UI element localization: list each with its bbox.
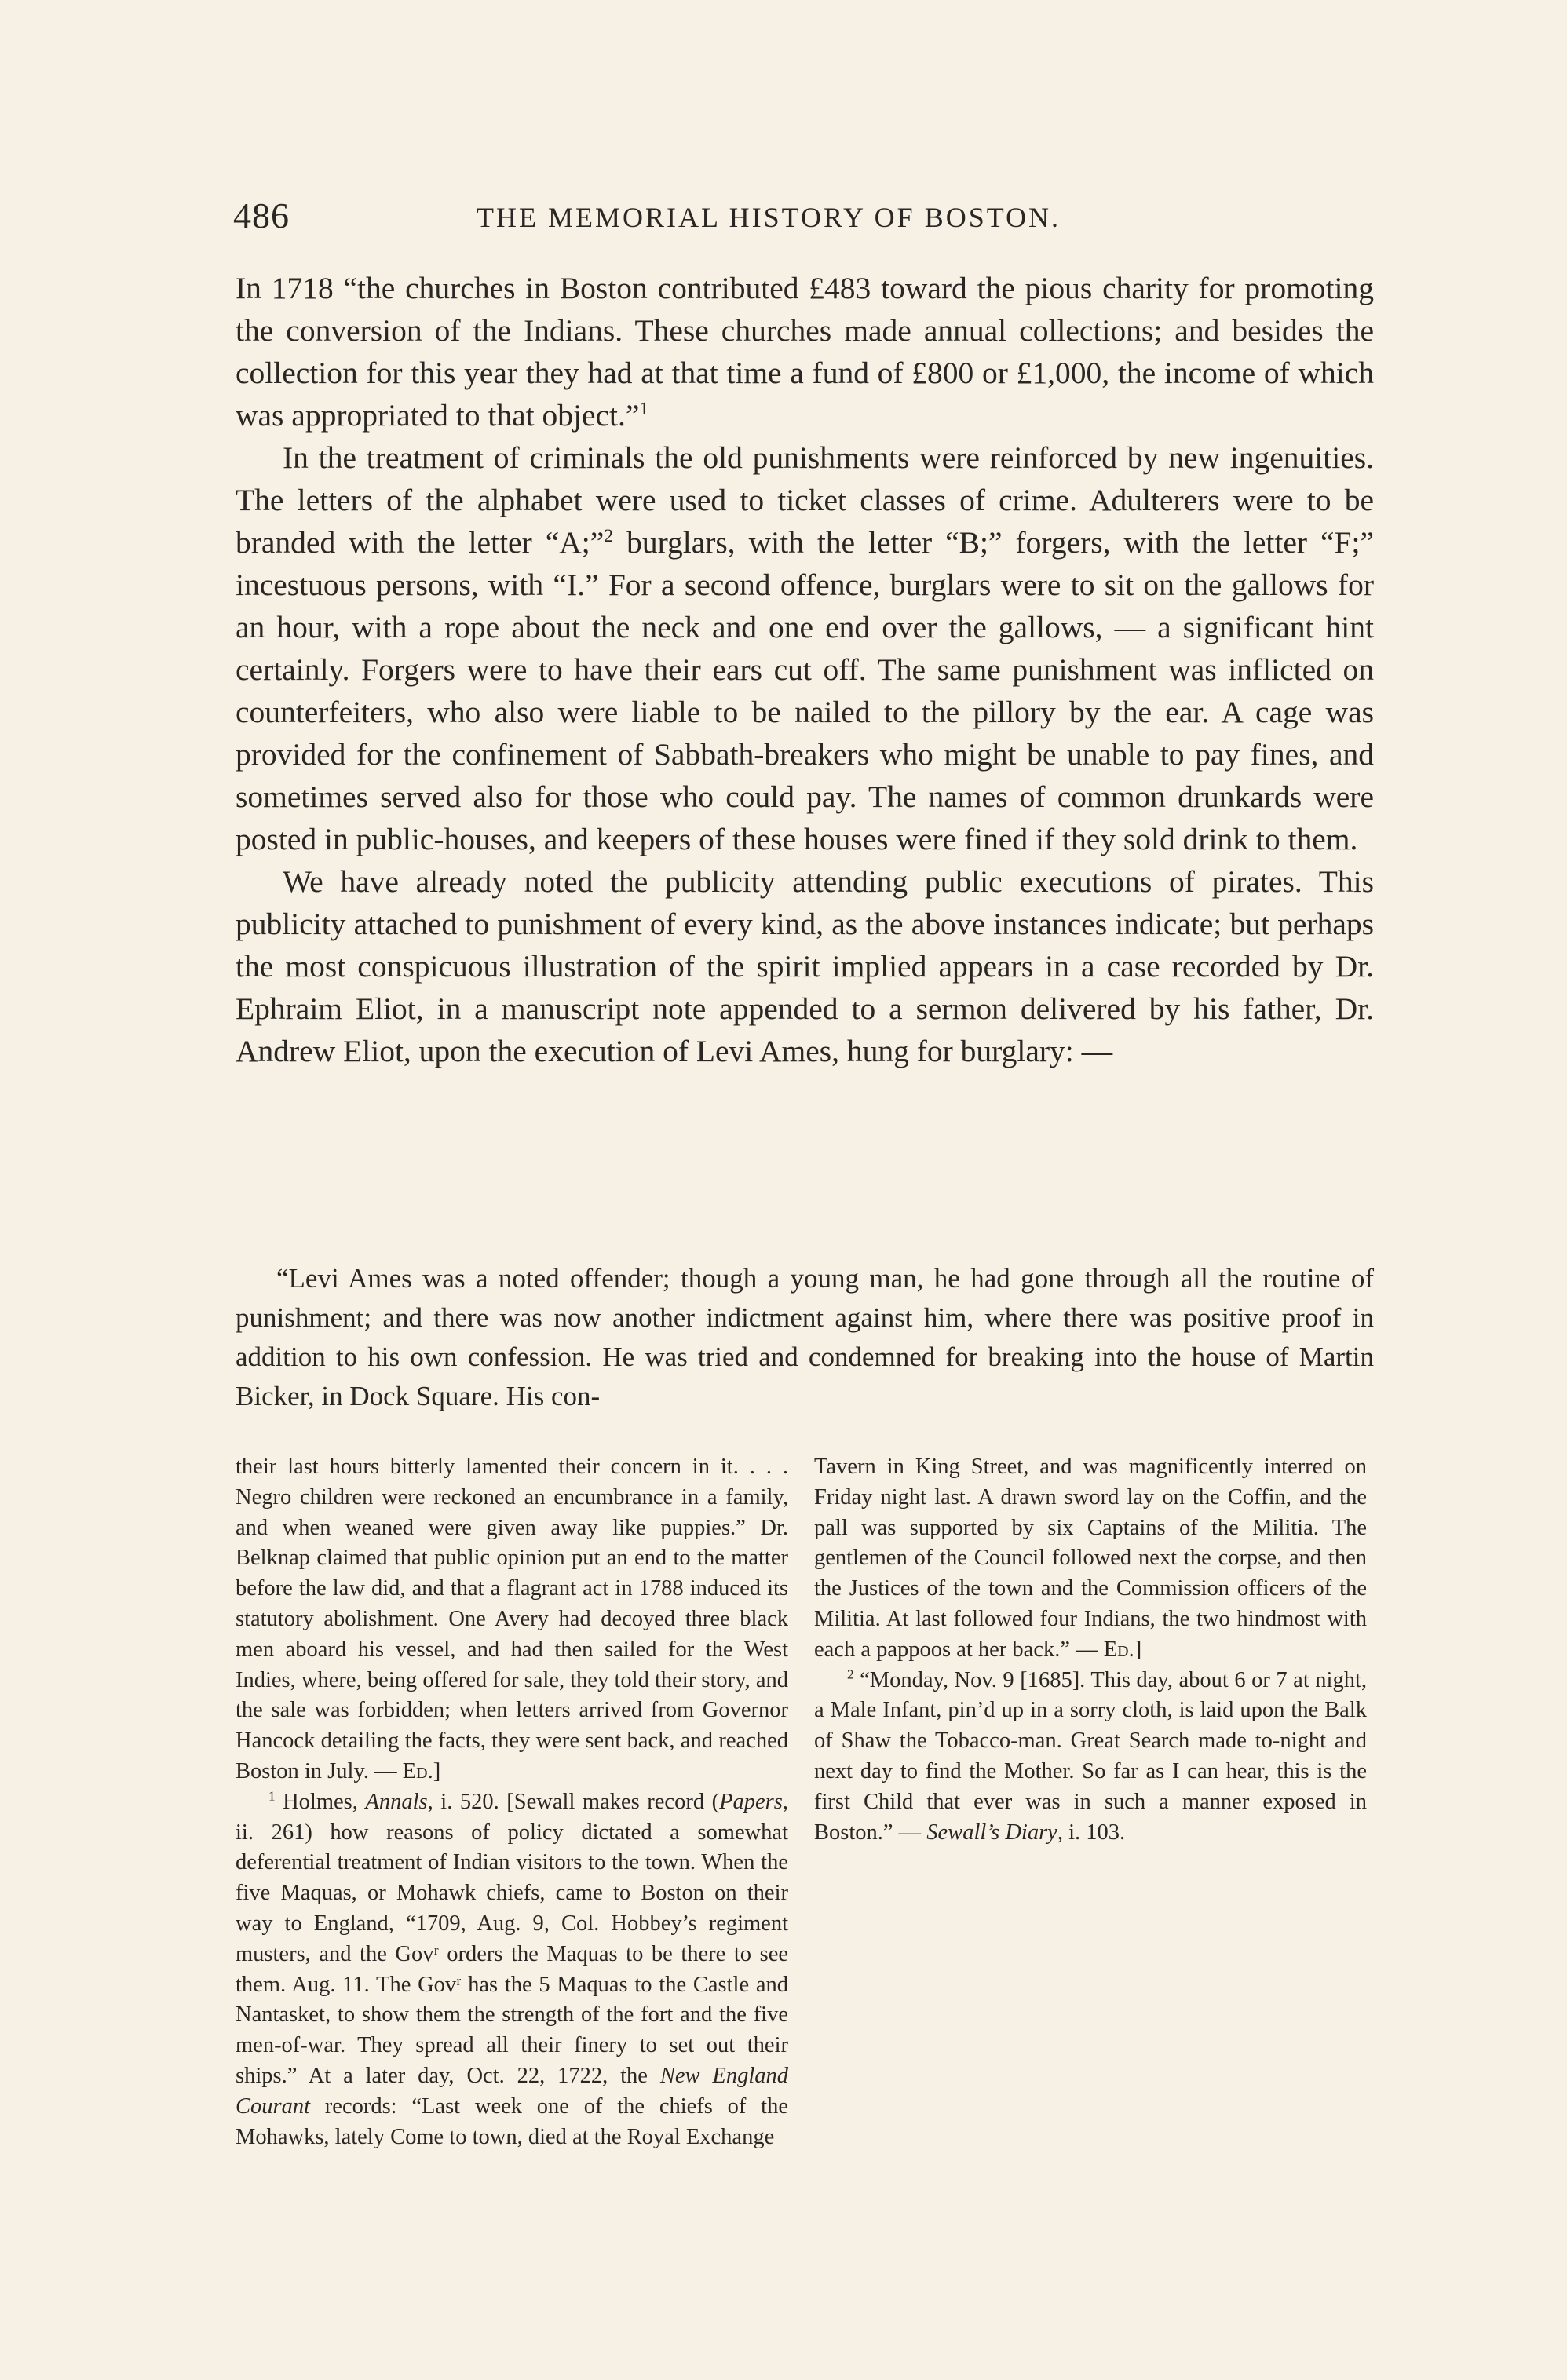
footnote-continued: their last hours bitterly lamented their concern in it. . . . Negro children were reckoned an encumbrance in a family, and when weaned were given away like puppies.” Dr. Belknap claimed that public opinion put an end to the matter before the law did, and that a flagrant act in 1788 induced its statutory abolishment. One Avery had decoyed three black men aboard his vessel, and had then sailed for the West Indies, where, being offered for sale, they told their story, and the sale was forbidden; when letters arrived from Governor Hancock detailing the facts, they were sent back, and reached Boston in July. — Ed.] xyxy=(236,1455,788,1783)
footnote-continued-text: their last hours bitterly lamented their concern in it. . . . Negro children were reckoned an encumbrance in a family, and when weaned were given away like puppies.” Dr. Belknap claimed that public opinion put an end to the matter before the law did, and that a flagrant act in 1788 induced its statutory abolishment. One Avery had decoyed three black men aboard his vessel, and had then sailed for the West Indies, where, being offered for sale, they told their story, and the sale was forbidden; when letters arrived from Governor Hancock detailing the facts, they were sent back, and reached Boston in July. — xyxy=(236,1455,788,1783)
paragraph-1 xyxy=(236,267,1374,436)
paragraph-2-text-a: In the treatment of criminals the old punishments were reinforced by new ingenuities. The letters of the alphabet were used to ticket classes of crime. Adulterers were to be branded with the letter “A;” xyxy=(236,440,1374,560)
page-number: 486 xyxy=(233,195,290,235)
footnote-ref-2: 2 xyxy=(604,525,614,546)
footnotes-left-column xyxy=(236,1452,788,2152)
footnote-2-number: 2 xyxy=(847,1666,854,1682)
footnote-2-text-b: , i. 103. xyxy=(1057,1820,1126,1845)
editor-mark-2: Ed. xyxy=(1103,1637,1134,1662)
footnote-1-title-annals: Annals xyxy=(365,1789,428,1814)
main-text xyxy=(236,267,1374,1072)
paragraph-3: We have already noted the publicity attending public executions of pirates. This publicity attached to punishment of every kind, as the above instances indicate; but perhaps the most conspicuous illustration of the spirit implied appears in a case recorded by Dr. Ephraim Eliot, in a manuscript note appended to a sermon delivered by his father, Dr. Andrew Eliot, upon the execution of Levi Ames, hung for burglary: — xyxy=(236,864,1374,1068)
footnote-1-continued: Tavern in King Street, and was magnificently interred on Friday night last. A drawn sword lay on the Coffin, and the pall was supported by six Captains of the Militia. The gentlemen of the Council followed next the corpse, and then the Justices of the town and the Commission officers of the Militia. At last followed four Indians, the two hindmost with each a pappoos at her back.” — Ed.] xyxy=(814,1455,1367,1662)
block-quote: “Levi Ames was a noted offender; though a young man, he had gone through all the routine of punishment; and there was now another indictment against him, where there was positive proof in addition to his own confession. He was tried and condemned for breaking into the house of Martin Bicker, in Dock Square. His con- xyxy=(236,1263,1374,1411)
footnote-1-text-a: Holmes, xyxy=(275,1789,366,1814)
footnote-1 xyxy=(236,1787,788,2153)
footnote-1-number: 1 xyxy=(268,1788,276,1804)
paragraph-2 xyxy=(236,436,1374,860)
footnote-1-text-b: , i. 520. [Sewall makes record ( xyxy=(427,1789,720,1814)
footnote-1-text-d: Tavern in King Street, and was magnificently interred on Friday night last. A drawn sword lay on the Coffin, and the pall was supported by six Captains of the Militia. The gentlemen of the Council followed next the corpse, and then the Justices of the town and the Commission officers of the Militia. At last followed four Indians, the two hindmost with each a pappoos at her back.” — xyxy=(814,1455,1367,1662)
page-header xyxy=(233,195,1372,242)
running-head: THE MEMORIAL HISTORY OF BOSTON. xyxy=(477,202,1061,233)
paragraph-2-text-b: burglars, with the letter “B;” forgers, with the letter “F;” incestuous persons, with “I.” For a second offence, burglars were to sit on the gallows for an hour, with a rope about the neck and one end over the gallows, — a significant hint certainly. Forgers were to have their ears cut off. The same punishment was inflicted on counterfeiters, who also were liable to be nailed to the pillory by the ear. A cage was provided for the confinement of Sabbath-breakers who might be unable to pay fines, and sometimes served also for those who could pay. The names of common drunkards were posted in public-houses, and keepers of these houses were fined if they sold drink to them. xyxy=(236,525,1374,856)
footnotes-right-column xyxy=(814,1452,1367,1848)
footnote-2-text-a: “Monday, Nov. 9 [1685]. This day, about 6 or 7 at night, a Male Infant, pin’d up in a sorry cloth, is laid upon the Balk of Shaw the Tobacco-man. Great Search made to-night and next day to find the Mother. So far as I can hear, this is the first Child that ever was in such a manner exposed in Boston.” — xyxy=(814,1667,1367,1845)
footnote-2 xyxy=(814,1666,1367,1849)
footnote-1-title-courant: New England Courant xyxy=(236,2063,788,2119)
paragraph-1-text: In 1718 “the churches in Boston contributed £483 toward the pious charity for promoting the conversion of the Indians. These churches made annual collections; and besides the collection for this year they had at that time a fund of £800 or £1,000, the income of which was appropriated to that object.” xyxy=(236,271,1374,433)
footnote-1-text-c: , ii. 261) how reasons of policy dictated a somewhat deferential treatment of Indian visitors to the town. When the five Maquas, or Mohawk chiefs, came to Boston on their way to England, “1709, Aug. 9, Col. Hobbey’s regiment musters, and the Govʳ orders the Maquas to be there to see them. Aug. 11. The Govʳ has the 5 Maquas to the Castle and Nantasket, to show them the strength of the fort and the five men-of-war. They spread all their finery to set out their ships.” At a later day, Oct. 22, 1722, the xyxy=(236,1789,788,2088)
footnote-ref-1: 1 xyxy=(639,398,649,419)
footnote-1-title-papers: Papers xyxy=(719,1789,783,1814)
editor-mark: Ed. xyxy=(402,1758,433,1783)
footnote-2-title-diary: Sewall’s Diary xyxy=(926,1820,1057,1845)
footnote-1-text-d: records: “Last week one of the chiefs of the Mohawks, lately Come to town, died at the Royal Exchange xyxy=(236,2093,788,2149)
